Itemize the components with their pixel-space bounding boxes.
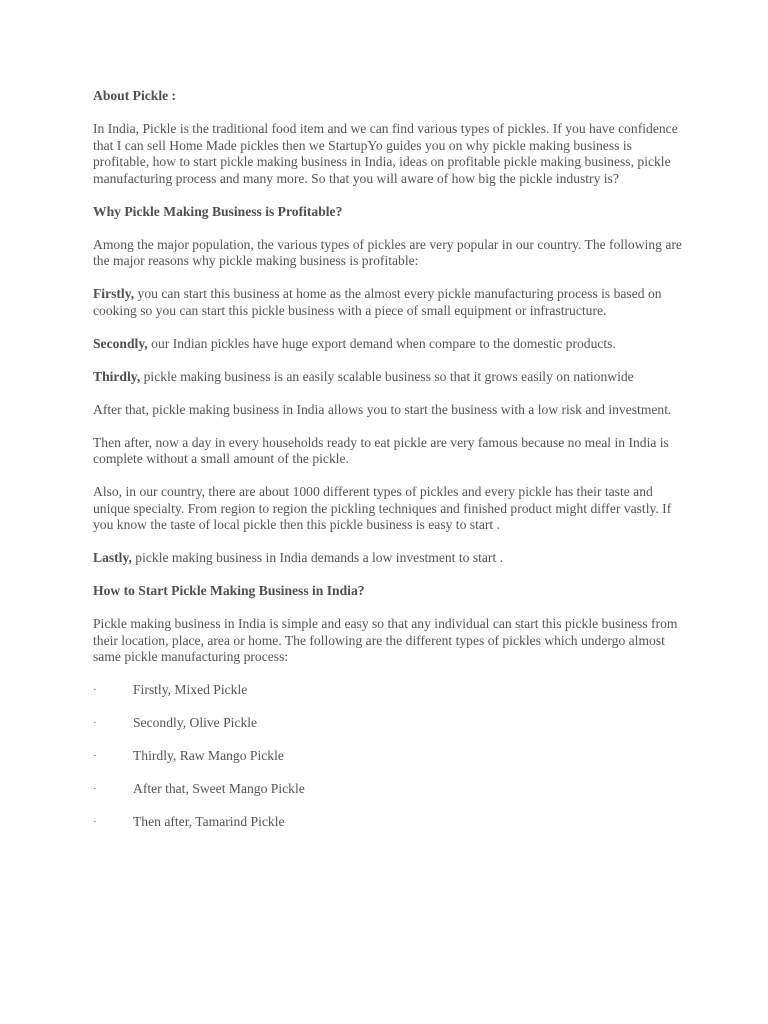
list-item	[93, 682, 683, 699]
bullet-icon: ·	[93, 717, 97, 729]
reason-secondly-lead: Secondly,	[93, 335, 148, 351]
reason-also-paragraph: Also, in our country, there are about 1000 different types of pickles and every pickle has their taste and unique specialty. From region to region the pickling techniques and finished product might differ vastly. If you know the taste of local pickle then this pickle business is easy to start .	[93, 484, 672, 532]
list-item-text: After that, Sweet Mango Pickle	[133, 781, 305, 796]
list-item	[93, 781, 683, 798]
bullet-icon: ·	[93, 816, 97, 828]
reason-then-after-paragraph: Then after, now a day in every households ready to eat pickle are very famous because no meal in India is complete without a small amount of the pickle.	[93, 434, 669, 466]
list-item-text: Firstly, Mixed Pickle	[133, 682, 248, 697]
list-item	[93, 814, 683, 831]
list-item-text: Then after, Tamarind Pickle	[133, 814, 285, 829]
section-heading-about-pickle: About Pickle :	[93, 88, 177, 103]
reason-secondly-paragraph	[93, 336, 683, 353]
section-heading-why-profitable: Why Pickle Making Business is Profitable?	[93, 203, 343, 219]
reason-thirdly-lead: Thirdly,	[93, 368, 141, 384]
reason-thirdly-paragraph	[93, 369, 683, 386]
why-intro-paragraph: Among the major population, the various types of pickles are very popular in our country. The following are the major reasons why pickle making business is profitable:	[93, 236, 682, 268]
reason-lastly-lead: Lastly,	[93, 550, 132, 565]
list-item-text: Secondly, Olive Pickle	[133, 715, 258, 730]
reason-lastly-paragraph	[93, 550, 683, 567]
section-heading-how-to-start: How to Start Pickle Making Business in India?	[93, 583, 365, 598]
bullet-icon: ·	[93, 783, 97, 795]
bullet-icon: ·	[93, 684, 97, 696]
reason-firstly-paragraph	[93, 286, 683, 319]
reason-secondly-text: our Indian pickles have huge export demand when compare to the domestic products.	[147, 335, 616, 351]
reason-thirdly-text: pickle making business is an easily scalable business so that it grows easily on nationwide	[140, 368, 634, 384]
list-item	[93, 748, 683, 765]
bullet-icon: ·	[93, 750, 97, 762]
pickle-types-list	[93, 682, 683, 831]
intro-paragraph: In India, Pickle is the traditional food item and we can find various types of pickles. If you have confidence that I can sell Home Made pickles then we StartupYo guides you on why pickle making business is profitable, how to start pickle making business in India, ideas on profitable pickle making business, pickle manufacturing process and many more. So that you will aware of how big the pickle industry is?	[93, 121, 678, 186]
list-item	[93, 715, 683, 732]
list-item-text: Thirdly, Raw Mango Pickle	[133, 748, 284, 763]
reason-lastly-text: pickle making business in India demands a low investment to start .	[131, 550, 504, 565]
reason-after-that-paragraph: After that, pickle making business in India allows you to start the business with a low risk and investment.	[93, 401, 672, 417]
reason-firstly-lead: Firstly,	[93, 286, 135, 301]
how-intro-paragraph: Pickle making business in India is simple and easy so that any individual can start this pickle business from their location, place, area or home. The following are the different types of pickles which undergo almost same pickle manufacturing process:	[93, 616, 678, 664]
reason-firstly-text: you can start this business at home as the almost every pickle manufacturing process is based on cooking so you can start this pickle business with a piece of small equipment or infrastructure.	[93, 286, 662, 318]
document-page	[93, 88, 683, 847]
